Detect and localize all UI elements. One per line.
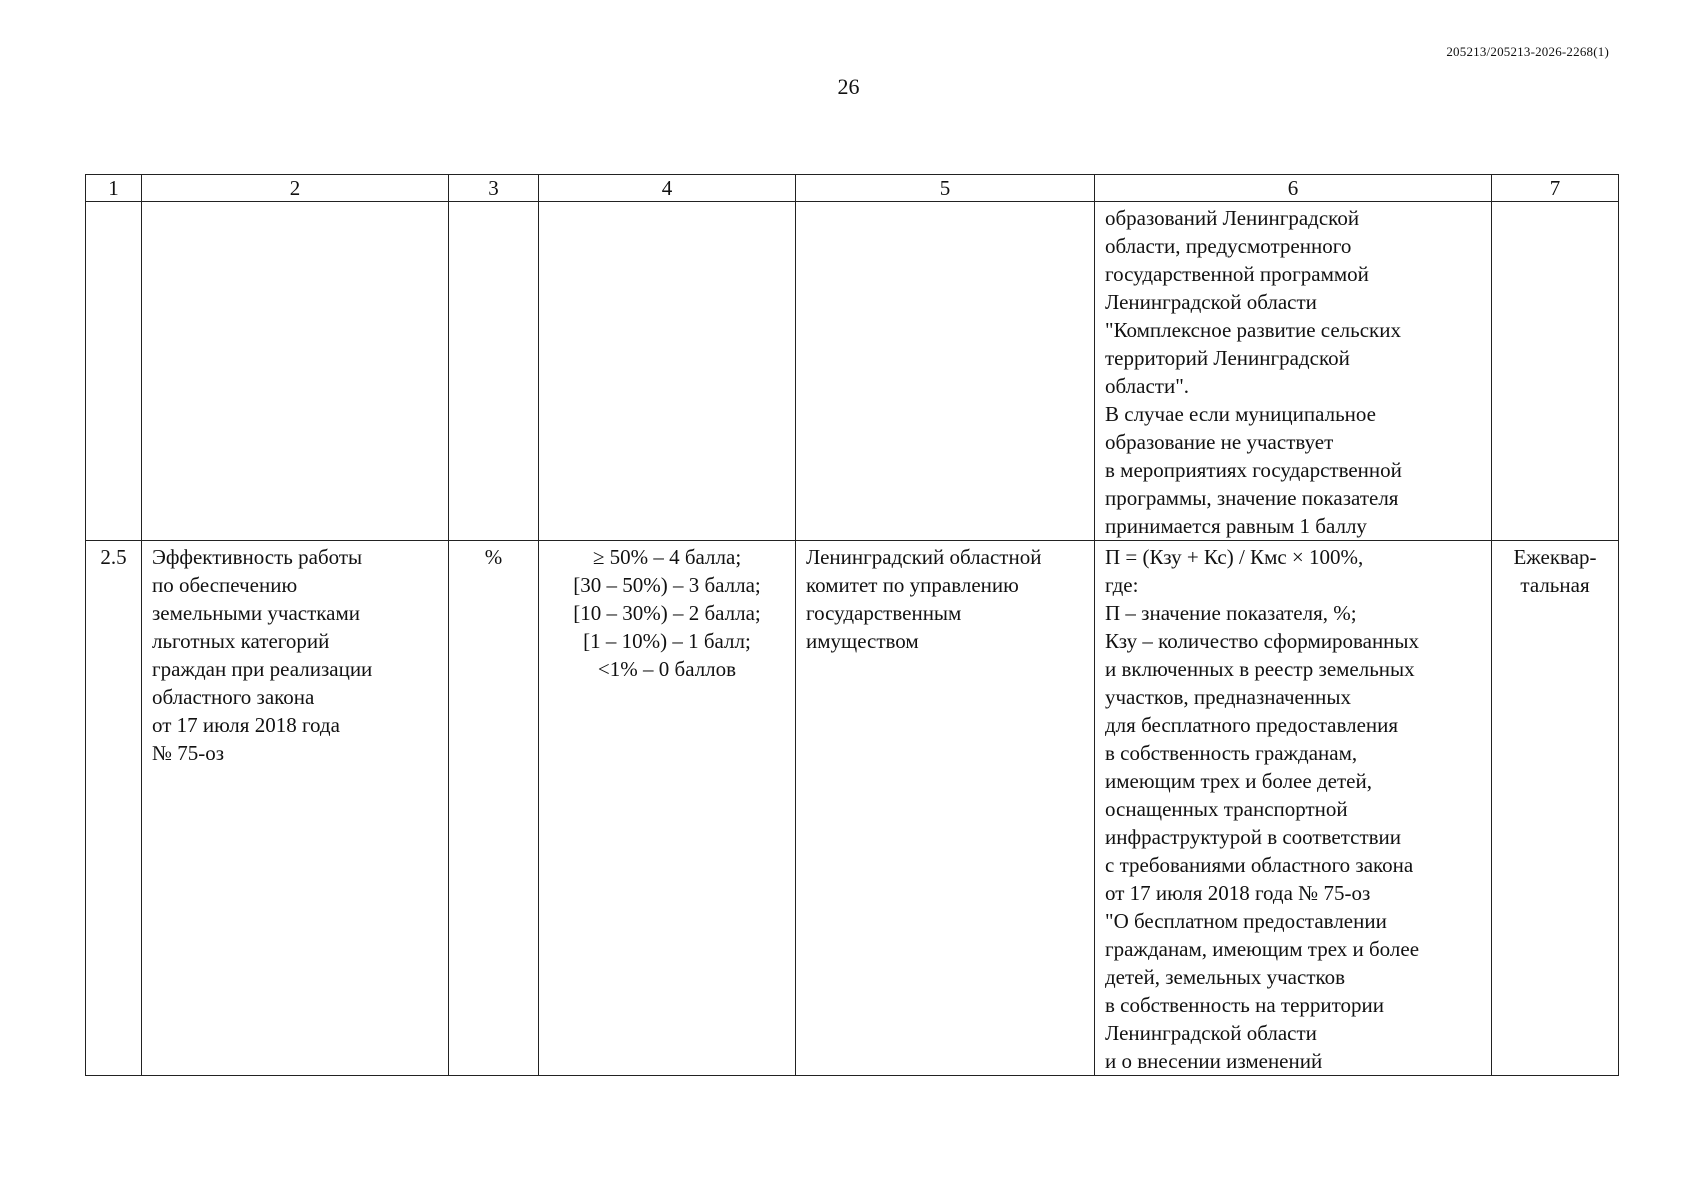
header-cell-6: 6: [1095, 175, 1492, 202]
row-number-cell: 2.5: [86, 541, 142, 1076]
calculation-method-cell: П = (Кзу + Кс) / Кмс × 100%, где: П – значение показателя, %; Кзу – количество сформированных и включенных в реестр земельных участков, предназначенных для бесплатного предоставления в собственность гражданам, имеющим трех и более детей, оснащенных транспортной инфраструктурой в соответствии с требованиями областного закона от 17 июля 2018 года № 75-оз "О бесплатном предоставлении гражданам, имеющим трех и более детей, земельных участков в собственность на территории Ленинградской области и о внесении изменений: [1095, 541, 1492, 1076]
cont-cell-4: [539, 202, 796, 541]
cont-cell-5: [796, 202, 1095, 541]
cont-cell-3: [449, 202, 539, 541]
cont-cell-7: [1492, 202, 1619, 541]
cont-cell-1: [86, 202, 142, 541]
periodicity-cell: Ежеквар- тальная: [1492, 541, 1619, 1076]
table-row-continuation: [86, 202, 1619, 541]
header-cell-5: 5: [796, 175, 1095, 202]
unit-cell: %: [449, 541, 539, 1076]
cont-cell-2: [142, 202, 449, 541]
header-cell-2: 2: [142, 175, 449, 202]
header-cell-3: 3: [449, 175, 539, 202]
responsible-body-cell: Ленинградский областной комитет по управлению государственным имуществом: [796, 541, 1095, 1076]
header-cell-7: 7: [1492, 175, 1619, 202]
cont-cell-calculation: образований Ленинградской области, предусмотренного государственной программой Ленинградской области "Комплексное развитие сельских территорий Ленинградской области". В случае если муниципальное образование не участвует в мероприятиях государственной программы, значение показателя принимается равным 1 баллу: [1095, 202, 1492, 541]
header-cell-4: 4: [539, 175, 796, 202]
indicators-table: [85, 174, 1619, 1076]
page-number: 26: [837, 74, 860, 99]
table-header-row: [86, 175, 1619, 202]
document-code: 205213/205213-2026-2268(1): [1446, 44, 1609, 59]
table-row-2-5: [86, 541, 1619, 1076]
scoring-scale-cell: ≥ 50% – 4 балла; [30 – 50%) – 3 балла; [10 – 30%) – 2 балла; [1 – 10%) – 1 балл; <1% – 0 баллов: [539, 541, 796, 1076]
header-cell-1: 1: [86, 175, 142, 202]
indicator-name-cell: Эффективность работы по обеспечению земельными участками льготных категорий граждан при реализации областного закона от 17 июля 2018 года № 75-оз: [142, 541, 449, 1076]
